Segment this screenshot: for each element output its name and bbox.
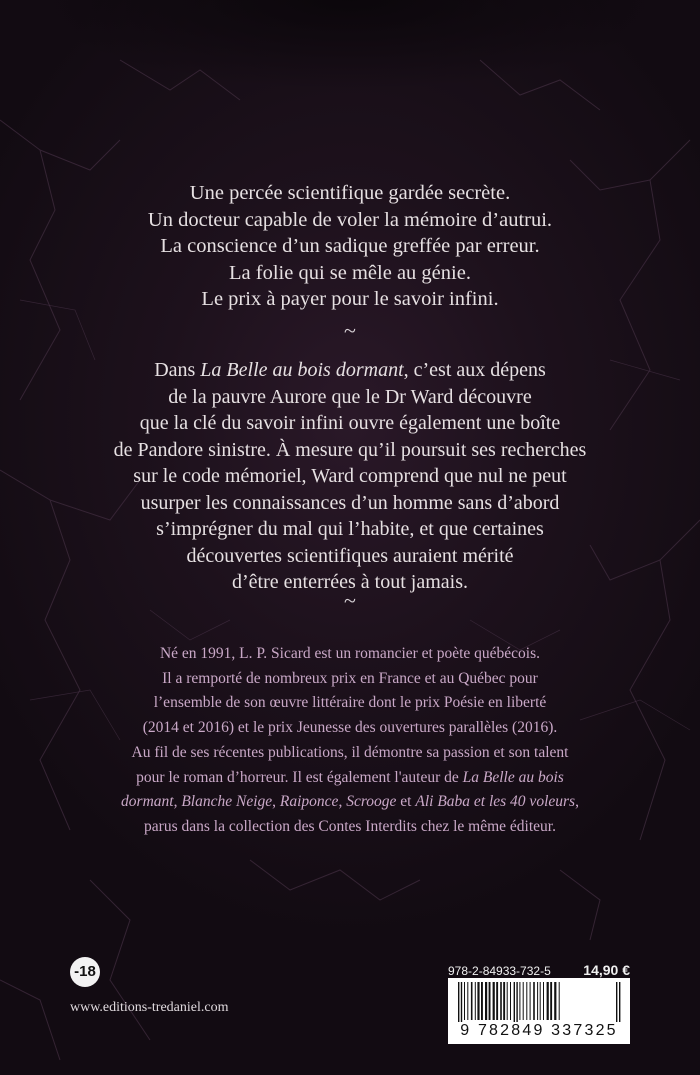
barcode-bar [467, 982, 468, 1020]
isbn: 978-2-84933-732-5 [448, 964, 551, 978]
barcode-bar [485, 982, 487, 1020]
tagline-line: Le prix à payer pour le savoir infini. [201, 288, 499, 311]
bio-line: Au fil de ses récentes publications, il démontre sa passion et son talent [131, 743, 569, 761]
book-title: dormant [121, 793, 174, 811]
barcode-bar [559, 982, 560, 1020]
barcode-bar [458, 982, 459, 1022]
barcode-bar [540, 982, 541, 1020]
barcode-bar [519, 982, 520, 1020]
tagline [0, 180, 700, 313]
summary-line: Dans La Belle au bois dormant, c’est aux dépens [154, 359, 546, 381]
book-title: La Belle au bois [462, 768, 564, 786]
barcode-bar [516, 982, 517, 1022]
barcode-bar [523, 982, 524, 1020]
barcode-bars [456, 982, 622, 1022]
summary [0, 357, 700, 596]
barcode-bar [464, 982, 465, 1020]
isbn-price-row [448, 962, 630, 978]
summary-line: s’imprégner du mal qui l’habite, et que certaines [156, 518, 544, 540]
barcode-bar [471, 982, 473, 1020]
tagline-line: Une percée scientifique gardée secrète. [189, 182, 511, 204]
barcode-bar [514, 982, 515, 1022]
barcode-bar [619, 982, 620, 1022]
barcode-bar [461, 982, 462, 1022]
bio-line: (2014 et 2016) et le prix Jeunesse des ouvertures parallèles (2016). [142, 719, 558, 737]
barcode-bar [554, 982, 556, 1020]
barcode-bar [500, 982, 502, 1020]
barcode-bar [493, 982, 495, 1020]
barcode-digits: 9 782849 337325 [460, 1022, 618, 1039]
separator-tilde: ~ [344, 318, 356, 343]
barcode-bar [547, 982, 549, 1020]
summary-line: de la pauvre Aurore que le Dr Ward découvre [168, 385, 532, 408]
age-rating-badge: -18 [70, 957, 100, 987]
barcode-bar [481, 982, 483, 1020]
barcode-bar [475, 982, 476, 1020]
barcode [448, 978, 630, 1044]
summary-line: d’être enterrées à tout jamais. [232, 571, 468, 593]
bio-line: parus dans la collection des Contes Interdits chez le même éditeur. [144, 817, 556, 835]
book-title: Ali Baba et les 40 voleurs [415, 793, 576, 811]
barcode-bar [543, 982, 544, 1020]
barcode-bar [507, 982, 508, 1020]
barcode-bar [503, 982, 505, 1020]
tagline-line: La folie qui se mêle au génie. [229, 261, 471, 284]
summary-line: usurper les connaissances d’un homme sans d’abord [140, 491, 560, 514]
book-title: Blanche Neige [181, 793, 273, 811]
barcode-bar [526, 982, 527, 1020]
barcode-bar [489, 982, 491, 1020]
bio-line: Né en 1991, L. P. Sicard est un romancier et poète québécois. [159, 645, 541, 662]
bio-line: pour le roman d’horreur. Il est également l'auteur de La Belle au bois [136, 768, 564, 786]
summary-line: de Pandore sinistre. À mesure qu’il poursuit ses recherches [113, 438, 587, 461]
summary-line: découvertes scientifiques auraient mérité [186, 544, 514, 567]
publisher-website: www.editions-tredaniel.com [70, 1000, 229, 1015]
barcode-bar [533, 982, 535, 1020]
price: 14,90 € [583, 962, 630, 978]
tagline-line: Un docteur capable de voler la mémoire d’autrui. [147, 208, 553, 231]
author-bio [0, 642, 700, 840]
barcode-bar [496, 982, 498, 1020]
barcode-bar [616, 982, 617, 1022]
book-title: La Belle au bois dormant [200, 359, 404, 381]
barcode-bar [477, 982, 479, 1020]
summary-line: que la clé du savoir infini ouvre également une boîte [139, 412, 561, 434]
book-title: Raiponce [279, 793, 339, 811]
bio-line: l’ensemble de son œuvre littéraire dont le prix Poésie en liberté [153, 694, 547, 712]
tagline-line: La conscience d’un sadique greffée par erreur. [160, 235, 540, 258]
barcode-bar [550, 982, 552, 1020]
summary-line: sur le code mémoriel, Ward comprend que nul ne peut [133, 465, 567, 487]
barcode-bar [537, 982, 538, 1020]
bio-line: Il a remporté de nombreux prix en France et au Québec pour [162, 669, 538, 687]
bio-line: dormant, Blanche Neige, Raiponce, Scrooge et Ali Baba et les 40 voleurs, [121, 793, 579, 811]
barcode-bar [510, 982, 511, 1020]
separator-tilde: ~ [344, 588, 356, 613]
book-title: Scrooge [346, 793, 397, 811]
barcode-bar [530, 982, 531, 1020]
